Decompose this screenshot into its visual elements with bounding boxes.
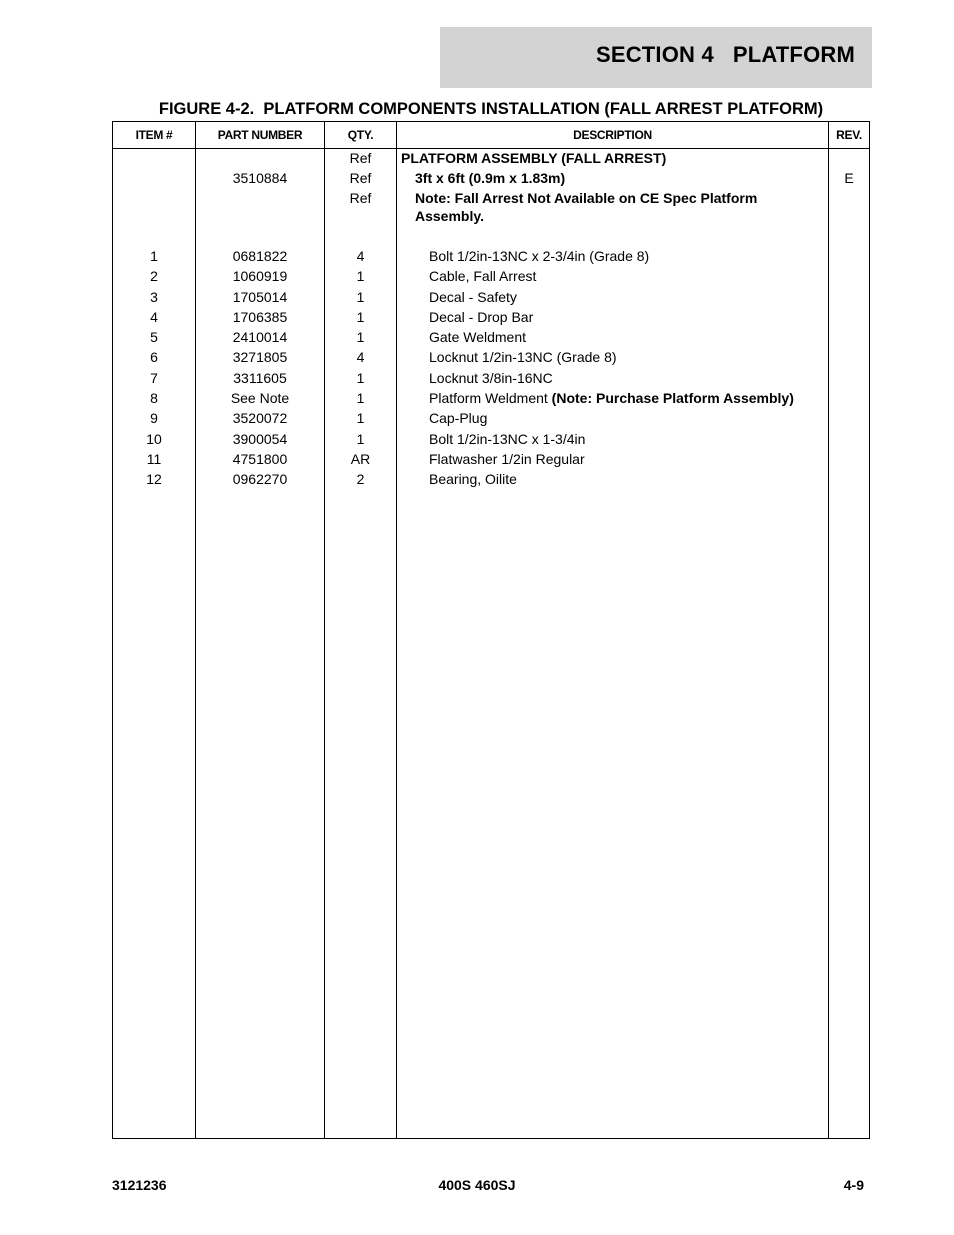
description-cell <box>429 369 553 387</box>
item-number-cell: 4 <box>150 309 158 325</box>
item-number-cell: 10 <box>146 431 162 447</box>
description-text: Cap-Plug <box>429 410 488 426</box>
qty-cell: Ref <box>349 150 372 166</box>
description-cell <box>429 348 617 366</box>
description-text: Flatwasher 1/2in Regular <box>429 451 585 467</box>
description-cell <box>429 288 517 306</box>
part-number-cell: 3311605 <box>233 370 287 386</box>
part-number-cell: 4751800 <box>232 451 288 467</box>
description-cell <box>429 450 585 468</box>
description-note: (Note: Purchase Platform Assembly) <box>551 390 794 406</box>
figure-title: FIGURE 4-2. PLATFORM COMPONENTS INSTALLATION (FALL ARREST PLATFORM) <box>158 100 824 118</box>
item-number-cell: 12 <box>146 471 162 487</box>
item-number-cell: 3 <box>150 289 158 305</box>
description-cell <box>429 308 533 326</box>
part-number-cell: 0681822 <box>232 248 288 264</box>
description-cell <box>429 328 526 346</box>
item-number-cell: 5 <box>150 329 158 345</box>
description-text: Decal - Drop Bar <box>429 309 534 325</box>
qty-cell: AR <box>350 451 371 467</box>
item-number-cell: 9 <box>150 410 158 426</box>
parts-table <box>112 121 870 1139</box>
qty-cell: 1 <box>356 390 365 406</box>
part-number-cell: 1060919 <box>232 268 288 284</box>
column-divider <box>396 122 397 1138</box>
part-number-cell: 0962270 <box>232 471 288 487</box>
qty-cell: 1 <box>356 329 365 345</box>
item-number-cell: 11 <box>146 451 162 467</box>
part-number-cell: 3520072 <box>232 410 288 426</box>
description-text: Bolt 1/2in-13NC x 1-3/4in <box>429 431 586 447</box>
description-text: Gate Weldment <box>429 329 527 345</box>
qty-cell: Ref <box>349 190 372 206</box>
item-number-cell: 6 <box>150 349 158 365</box>
description-text: Cable, Fall Arrest <box>429 268 537 284</box>
footer-model: 400S 460SJ <box>438 1177 516 1193</box>
qty-cell: 1 <box>356 268 365 284</box>
description-cell <box>429 409 487 427</box>
description-cell <box>429 470 517 488</box>
item-number-cell: 2 <box>150 268 158 284</box>
assembly-title: PLATFORM ASSEMBLY (FALL ARREST) <box>401 150 667 166</box>
assembly-size: 3ft x 6ft (0.9m x 1.83m) <box>415 170 566 186</box>
footer-doc-number: 3121236 <box>112 1177 167 1193</box>
description-text: Locknut 3/8in-16NC <box>429 370 553 386</box>
item-number-cell: 8 <box>150 390 158 406</box>
rev-cell: E <box>844 170 854 186</box>
part-number-cell: 3900054 <box>232 431 288 447</box>
part-number-cell: 1706385 <box>232 309 288 325</box>
qty-cell: 4 <box>356 349 365 365</box>
description-cell <box>429 247 649 265</box>
description-cell <box>429 430 585 448</box>
column-header-item: ITEM # <box>135 128 173 142</box>
description-cell <box>429 267 536 285</box>
column-header-part-number: PART NUMBER <box>217 128 303 142</box>
qty-cell: Ref <box>349 170 372 186</box>
qty-cell: 1 <box>356 289 365 305</box>
qty-cell: 2 <box>356 471 365 487</box>
section-title: SECTION 4 PLATFORM <box>595 42 855 67</box>
description-text: Platform Weldment <box>429 390 552 406</box>
section-header <box>440 27 872 88</box>
part-number-cell: 2410014 <box>232 329 288 345</box>
part-number-cell: 3271805 <box>232 349 288 365</box>
column-header-rev: REV. <box>836 128 862 142</box>
part-number-cell: 3510884 <box>232 170 288 186</box>
qty-cell: 1 <box>356 370 365 386</box>
assembly-note: Note: Fall Arrest Not Available on CE Spec Platform Assembly. <box>415 190 758 224</box>
qty-cell: 4 <box>356 248 365 264</box>
qty-cell: 1 <box>356 309 365 325</box>
item-number-cell: 1 <box>150 248 158 264</box>
description-cell <box>429 389 794 407</box>
part-number-cell: See Note <box>230 390 290 406</box>
description-text: Locknut 1/2in-13NC (Grade 8) <box>429 349 617 365</box>
item-number-cell: 7 <box>150 370 158 386</box>
qty-cell: 1 <box>356 431 365 447</box>
qty-cell: 1 <box>356 410 365 426</box>
description-text: Bearing, Oilite <box>429 471 517 487</box>
description-text: Decal - Safety <box>429 289 517 305</box>
column-divider <box>828 122 829 1138</box>
column-header-description: DESCRIPTION <box>573 128 652 142</box>
description-text: Bolt 1/2in-13NC x 2-3/4in (Grade 8) <box>429 248 650 264</box>
part-number-cell: 1705014 <box>232 289 288 305</box>
column-header-qty: QTY. <box>347 128 374 142</box>
footer-page-number: 4-9 <box>843 1177 864 1193</box>
